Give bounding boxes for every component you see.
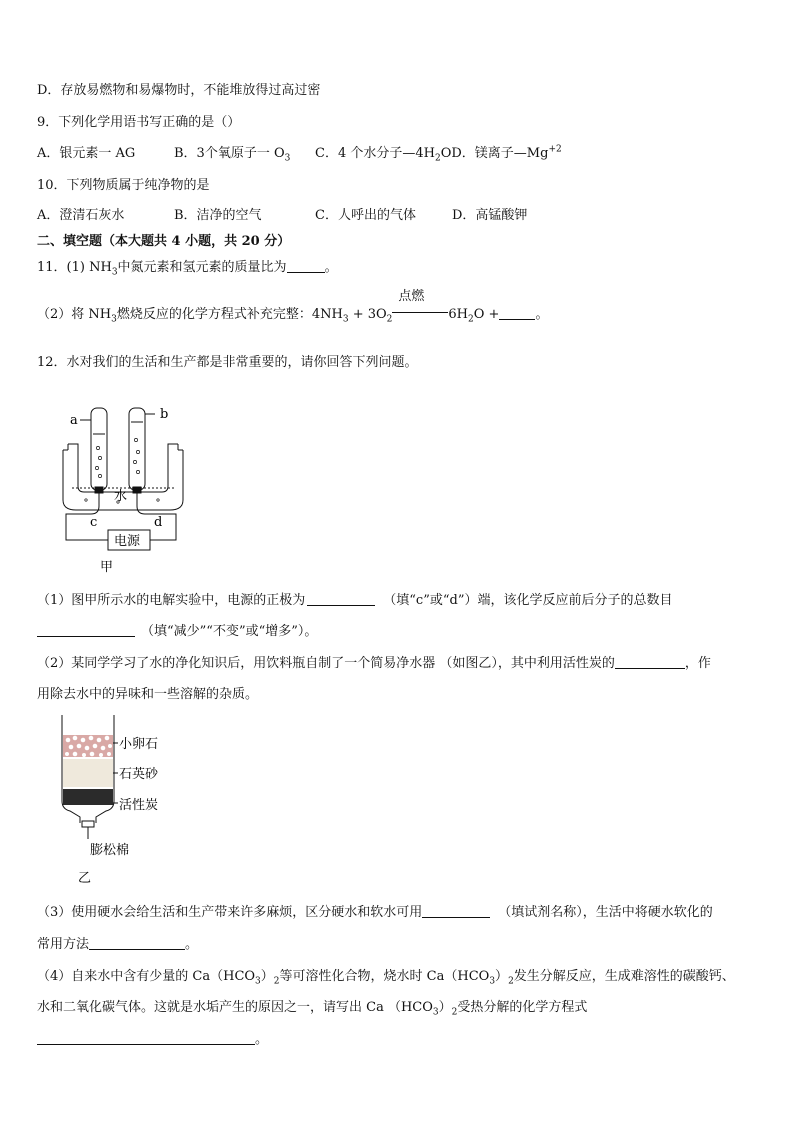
layer-cotton: 膨松棉	[90, 843, 130, 858]
reaction-condition-arrow: 点燃	[392, 306, 448, 320]
q9-stem: 9．下列化学用语书写正确的是（）	[37, 115, 241, 130]
q12-part2-line1: （2）某同学学习了水的净化知识后，用饮料瓶自制了一个简易净水器 （如图乙），其中利用活性炭的 ，作	[37, 656, 711, 671]
label-d: d	[154, 515, 163, 530]
q11-part2: （2）将 $NH_3$燃烧反应的化学方程式补充完整：$4NH_3 + 3O_2$ 点燃 $6H_2O$ + 。	[37, 289, 549, 325]
answer-blank[interactable]	[287, 259, 325, 273]
answer-blank[interactable]	[499, 306, 535, 320]
q9-option-b: B．3个氧原子一 $O_3$	[174, 146, 291, 164]
answer-blank[interactable]	[307, 592, 375, 606]
layer-activated-carbon: 活性炭	[119, 798, 159, 813]
label-a: a	[70, 413, 78, 428]
q9-option-a: A．银元素一 AG	[37, 146, 136, 161]
q10-option-a: A．澄清石灰水	[37, 208, 125, 223]
q12-stem: 12．水对我们的生活和生产都是非常重要的，请你回答下列问题。	[37, 355, 418, 370]
label-c: c	[90, 515, 98, 530]
electrolysis-figure	[58, 400, 188, 580]
q10-option-c: C．人呼出的气体	[315, 208, 416, 223]
q12-part2-line2: 用除去水中的异味和一些溶解的杂质。	[37, 687, 259, 702]
q12-part1-line2: （填“减少”“不变”或“增多”）。	[37, 623, 317, 641]
label-power: 电源	[114, 534, 141, 549]
answer-blank[interactable]	[37, 623, 135, 637]
q10-option-d: D．高锰酸钾	[452, 208, 528, 223]
answer-blank[interactable]	[89, 936, 185, 950]
q9-option-c: C．4 个水分子$—4H_2O$	[315, 146, 452, 164]
figure-caption-jia: 甲	[100, 560, 114, 575]
q10-option-b: B．洁净的空气	[174, 208, 262, 223]
answer-blank[interactable]	[615, 655, 685, 669]
q10-options	[37, 207, 527, 225]
q12-part4-line1: （4）自来水中含有少量的 $Ca(HCO_3)_2$等可溶性化合物，烧水时 $Ca(HCO_3)_2$发生分解反应，生成难溶性的碳酸钙、	[37, 969, 735, 987]
section-title: 二、填空题（本大题共 4 小题，共 20 分）	[37, 234, 291, 249]
answer-blank[interactable]	[422, 904, 490, 918]
q12-part4-line2: 水和二氧化碳气体。这就是水垢产生的原因之一，请写出 Ca $(HCO_3)_2$受热分解的化学方程式	[37, 1000, 588, 1018]
q9-options	[37, 145, 562, 163]
answer-blank[interactable]	[37, 1031, 255, 1045]
figure-caption-yi: 乙	[78, 871, 92, 886]
label-b: b	[160, 407, 169, 422]
q11-part1: 11．(1) $NH_3$中氮元素和氢元素的质量比为 。	[37, 260, 338, 278]
label-water: 水	[114, 489, 128, 504]
water-purifier-figure	[58, 713, 188, 889]
q9-option-d: D．镁离子$—Mg^{+2}$	[451, 144, 562, 161]
q12-part3-line2: 常用方法 。	[37, 937, 199, 952]
layer-quartz-sand: 石英砂	[119, 767, 159, 782]
q12-part4-line3: 。	[37, 1031, 268, 1049]
q10-stem: 10．下列物质属于纯净物的是	[37, 178, 210, 193]
q12-part1-line1: （1）图甲所示水的电解实验中，电源的正极为 （填“c”或“d”）端，该化学反应前后分子的总数目	[37, 593, 673, 608]
q8-option-d: D．存放易燃物和易爆物时，不能堆放得过高过密	[37, 83, 321, 98]
q12-part3-line1: （3）使用硬水会给生活和生产带来许多麻烦，区分硬水和软水可用 （填试剂名称），生活中将硬水软化的	[37, 905, 713, 920]
layer-pebbles: 小卵石	[119, 737, 159, 752]
